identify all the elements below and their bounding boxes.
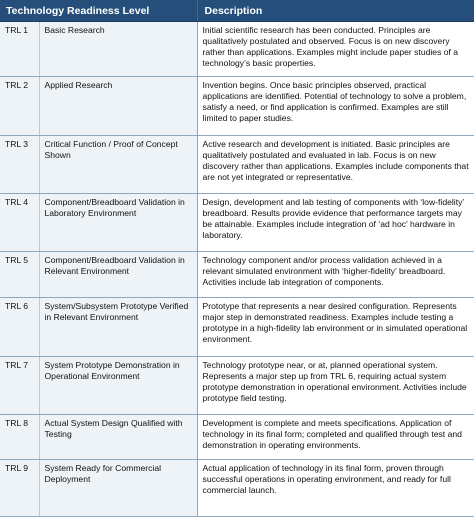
row-code: TRL 2 [0, 77, 39, 136]
row-code: TRL 3 [0, 136, 39, 194]
row-level: System Ready for Commercial Deployment [39, 460, 197, 517]
row-level: Applied Research [39, 77, 197, 136]
row-description: Technology component and/or process validation achieved in a relevant simulated environment with ‘higher-fidelity’ breadboard. Activities include lab integration of components. [197, 252, 474, 298]
row-description: Initial scientific research has been conducted. Principles are qualitatively postulated and observed. Focus is on new discovery rather than applications. Examples might include paper studies of a technology’s basic properties. [197, 22, 474, 77]
row-description: Design, development and lab testing of components with ‘low-fidelity’ breadboard. Results provide evidence that performance targets may be attainable. Examples include integration of ‘ad hoc’ hardware in laboratory. [197, 194, 474, 252]
table-row [0, 194, 474, 252]
row-code: TRL 8 [0, 415, 39, 460]
row-code: TRL 7 [0, 357, 39, 415]
row-description: Prototype that represents a near desired configuration. Represents major step in demonstrated readiness. Examples include testing a prototype in a high-fidelity lab environment or in simulated operational environment. [197, 298, 474, 357]
row-code: TRL 4 [0, 194, 39, 252]
table-row [0, 77, 474, 136]
row-level: Actual System Design Qualified with Testing [39, 415, 197, 460]
row-description: Invention begins. Once basic principles observed, practical applications are identified. Potential of technology to solve a problem, satisfy a need, or find application is confirmed. Examples are still limited to paper studies. [197, 77, 474, 136]
row-level: System/Subsystem Prototype Verified in Relevant Environment [39, 298, 197, 357]
row-description: Actual application of technology in its final form, proven through successful operations in operating environment, and ready for full commercial launch. [197, 460, 474, 517]
table-row [0, 22, 474, 77]
row-level: Basic Research [39, 22, 197, 77]
row-level: Component/Breadboard Validation in Laboratory Environment [39, 194, 197, 252]
row-level: Component/Breadboard Validation in Relevant Environment [39, 252, 197, 298]
table-header-row [0, 0, 474, 22]
row-code: TRL 5 [0, 252, 39, 298]
row-level: Critical Function / Proof of Concept Shown [39, 136, 197, 194]
row-description: Development is complete and meets specifications. Application of technology in its final form; completed and qualified through test and demonstration in operating environments. [197, 415, 474, 460]
table-row [0, 298, 474, 357]
table-row [0, 136, 474, 194]
row-code: TRL 1 [0, 22, 39, 77]
header-description: Description [197, 0, 474, 22]
table-row [0, 460, 474, 517]
header-level: Technology Readiness Level [0, 0, 197, 22]
table-row [0, 415, 474, 460]
row-description: Active research and development is initiated. Basic principles are qualitatively postulated and evaluated in lab. Focus is on new discovery rather than applications. Examples include components that are not yet integrated or representative. [197, 136, 474, 194]
row-code: TRL 9 [0, 460, 39, 517]
table-row [0, 252, 474, 298]
table-row [0, 357, 474, 415]
row-code: TRL 6 [0, 298, 39, 357]
row-description: Technology prototype near, or at, planned operational system. Represents a major step up from TRL 6, requiring actual system prototype demonstration in operational environment. Activities include prototype field testing. [197, 357, 474, 415]
row-level: System Prototype Demonstration in Operational Environment [39, 357, 197, 415]
